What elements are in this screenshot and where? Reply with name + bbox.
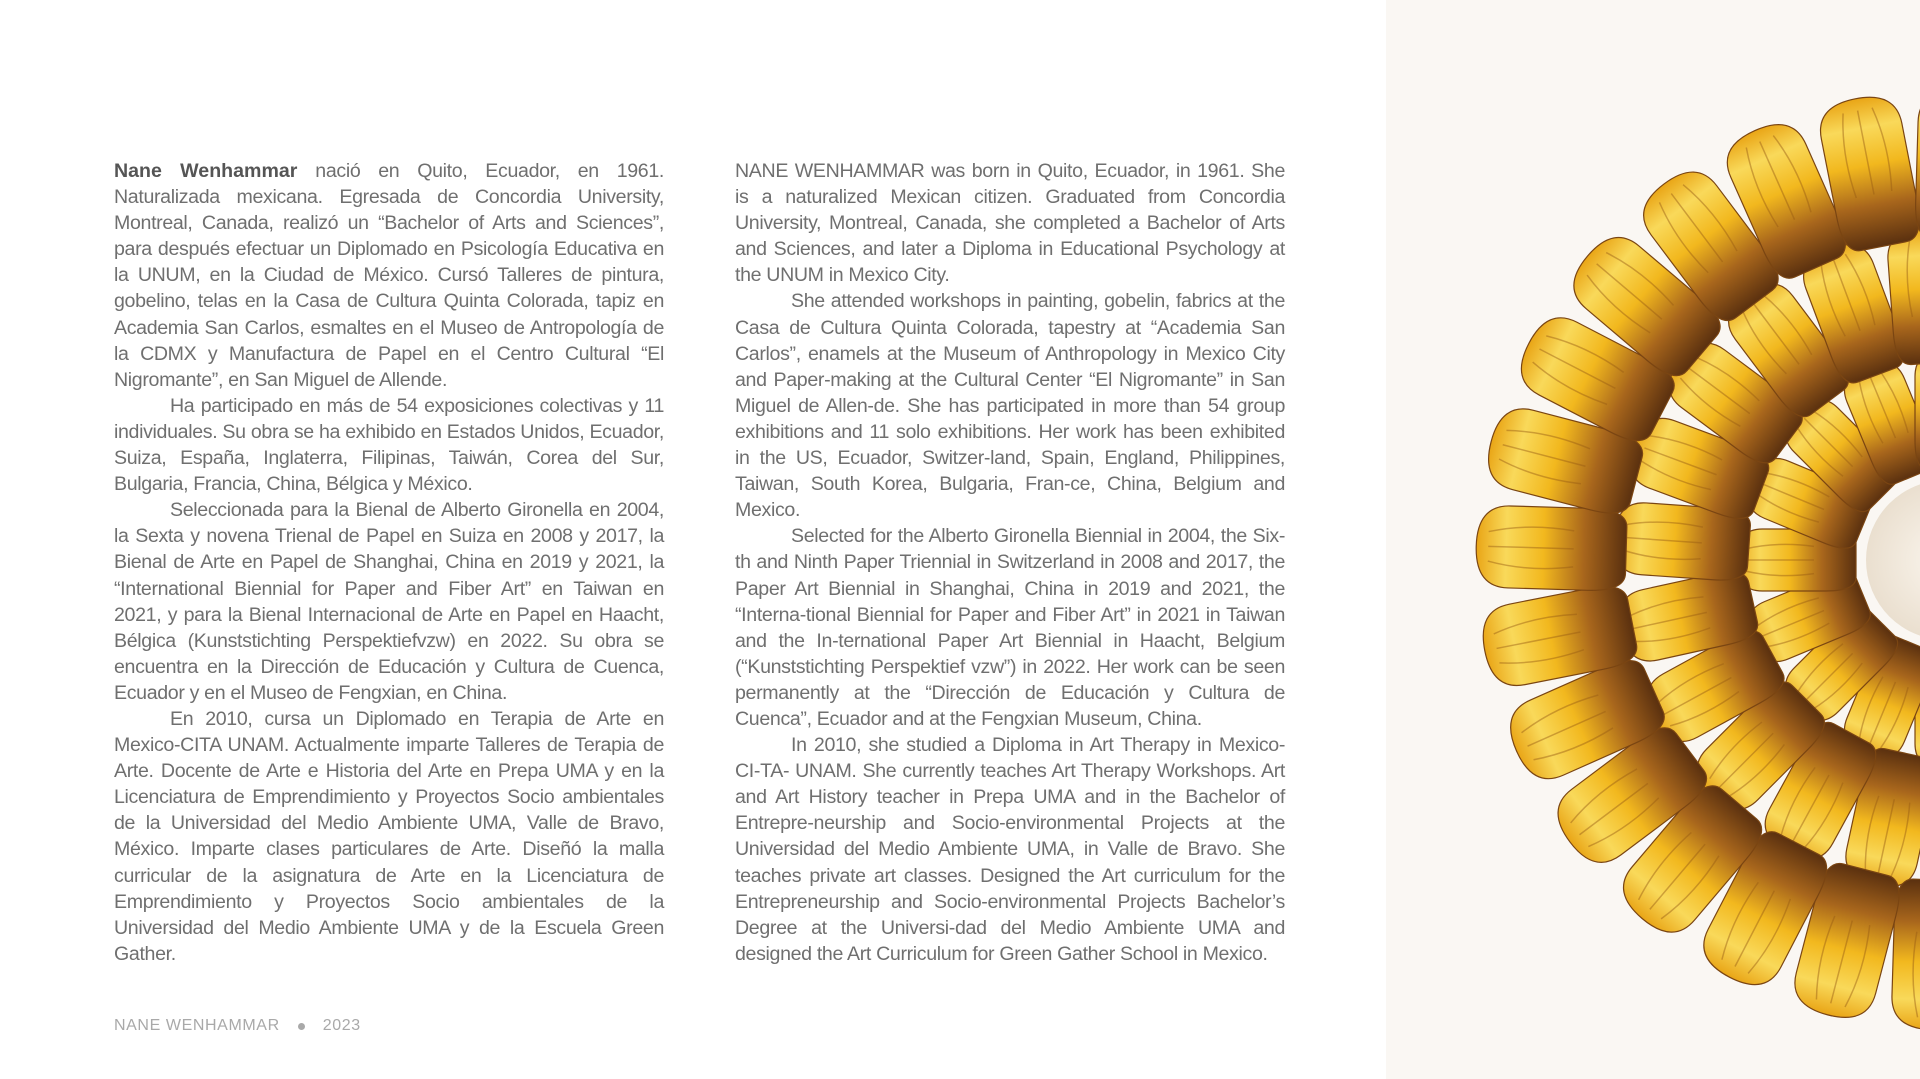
spanish-paragraph-1	[114, 158, 664, 393]
artwork-pods-illustration	[1386, 0, 1920, 1079]
english-paragraph-2: She attended workshops in painting, gobelin, fabrics at the Casa de Cultura Quinta Colorada, tapestry at “Academia San Carlos”, enamels at the Museum of Anthropology in Mexico City and Paper-making at the Cultural Center “El Nigromante” in San Miguel de Allen-de. She has participated in more than 54 group exhibitions and 11 solo exhibitions. Her work has been exhibited in the US, Ecuador, Switzer-land, Spain, England, Philippines, Taiwan, South Korea, Bulgaria, Fran-ce, China, Belgium and Mexico.	[735, 290, 1285, 522]
spanish-paragraph-4: En 2010, cursa un Diplomado en Terapia de Arte en Mexico-CITA UNAM. Actualmente imparte Talleres de Terapia de Arte. Docente de Arte e Historia del Arte en Prepa UMA y en la Licenciatura de Emprendimiento y Proyectos Socio ambientales de la Universidad del Medio Ambiente UMA, Valle de Bravo, México. Imparte clases particulares de Arte. Diseñó la malla curricular de la asignatura de Arte en la Licenciatura de Emprendimiento y Proyectos Socio ambientales de la Universidad del Medio Ambiente UMA y de la Escuela Green Gather.	[114, 707, 664, 965]
english-paragraph-4: In 2010, she studied a Diploma in Art Therapy in Mexico-CI-TA- UNAM. She currently teaches Art Therapy Workshops. Art and Art History teacher in Prepa UMA and in the Bachelor of Entrepre-neurship and Socio-environmental Projects at the Universidad del Medio Ambiente UMA, in Valle de Bravo. She teaches private art classes. Designed the Art curriculum for the Entrepreneurship and Socio-environmental Projects Bachelor’s Degree at the Universi-dad del Medio Ambiente UMA and designed the Art Curriculum for Green Gather School in Mexico.	[735, 734, 1285, 965]
artwork-pod	[1915, 350, 1920, 470]
spanish-paragraph-2: Ha participado en más de 54 exposiciones colectivas y 11 individuales. Su obra se ha exhibido en Estados Unidos, Ecuador, Suiza, España, Inglaterra, Filipinas, Taiwán, Corea del Sur, Bulgaria, Francia, China, Bélgica y México.	[114, 394, 664, 496]
artwork-photo	[1386, 0, 1920, 1079]
english-paragraph-3: Selected for the Alberto Gironella Biennial in 2004, the Six-th and Ninth Paper Triennial in Switzerland in 2008 and 2017, the Paper Art Biennial in Shanghai, China in 2019 and 2021, the “Interna-tional Biennial for Paper and Fiber Art” in 2021 in Taiwan and the In-ternational Paper Art Biennial in Haacht, Belgium (“Kunststichting Perspektief vzw”) in 2022. Her work can be seen permanently at the “Dirección de Educación y Cultura de Cuenca”, Ecuador and at the Fengxian Museum, China.	[735, 525, 1285, 730]
artwork-pod-body	[1915, 350, 1920, 470]
footer-separator-dot	[298, 1023, 305, 1030]
artwork-pod	[1475, 505, 1627, 591]
footer-year: 2023	[322, 1017, 361, 1034]
english-paragraph-1: NANE WENHAMMAR was born in Quito, Ecuador, in 1961. She is a naturalized Mexican citizen. Graduated from Concordia University, Montreal, Canada, she completed a Bachelor of Arts and Sciences, and later a Diploma in Educational Psychology at the UNUM in Mexico City.	[735, 160, 1285, 287]
footer-author: NANE WENHAMMAR	[114, 1017, 280, 1034]
artist-name-bold: Nane Wenhammar	[114, 160, 298, 182]
spanish-biography-column	[114, 158, 664, 967]
english-biography-column	[735, 158, 1285, 967]
spanish-paragraph-3: Seleccionada para la Bienal de Alberto Gironella en 2004, la Sexta y novena Trienal de Papel en Suiza en 2008 y 2017, la Bienal de Arte en Papel de Shanghai, China en 2019 y 2021, la “International Biennial for Paper and Fiber Art” en Taiwan en 2021, y para la Bienal Internacional de Arte en Papel en Haacht, Bélgica (Kunststichting Perspektiefvzw) en 2022. Su obra se encuentra en la Dirección de Educación y Cultura de Cuenca, Ecuador y en el Museo de Fengxian, en China.	[114, 499, 664, 704]
page-footer	[114, 1017, 361, 1035]
spanish-paragraph-1-text: nació en Quito, Ecuador, en 1961. Naturalizada mexicana. Egresada de Concordia University, Montreal, Canada, realizó un “Bachelor of Arts and Sciences”, para después efectuar un Diplomado en Psicología Educativa en la UNUM, en la Ciudad de México. Cursó Talleres de pintura, gobelino, telas en la Casa de Cultura Quinta Colorada, tapiz en Academia San Carlos, esmaltes en el Museo de Antropología de la CDMX y Manufactura de Papel en el Centro Cultural “El Nigromante”, en San Miguel de Allende.	[114, 160, 665, 391]
